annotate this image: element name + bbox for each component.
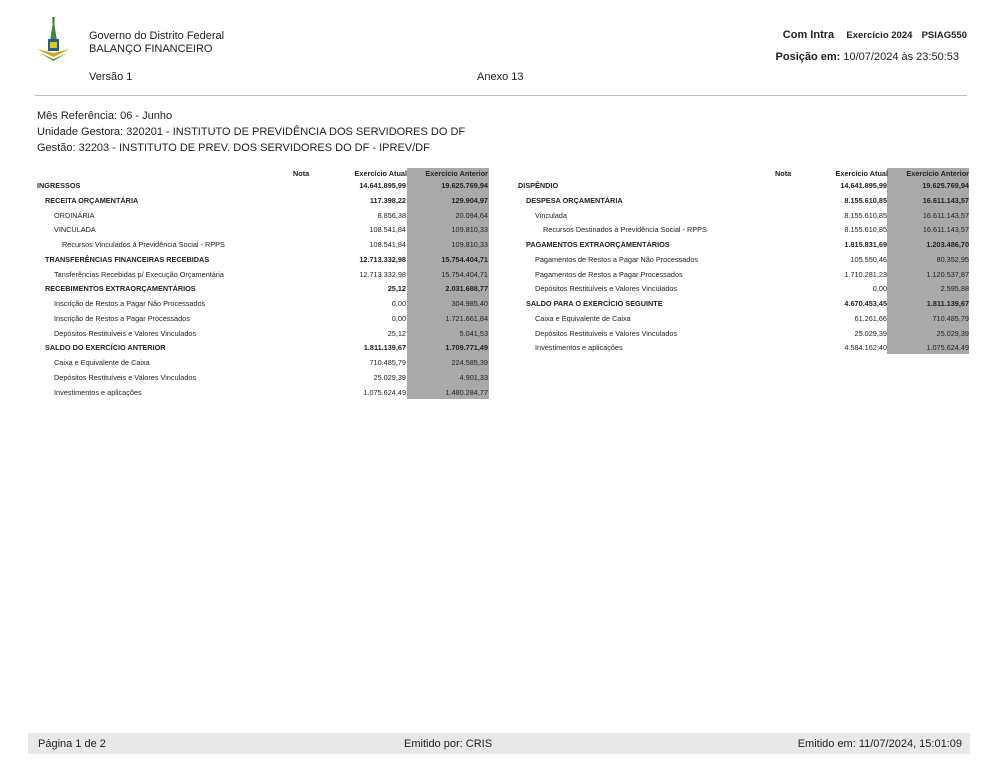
current-value: 117.398,22 (369, 195, 406, 205)
previous-value: 15.754.404,71 (441, 269, 488, 279)
annex-label: Anexo 13 (477, 71, 524, 83)
row-label: ORDINÁRIA (54, 210, 95, 220)
table-row (37, 179, 489, 194)
exercise-label: Exercício 2024 (846, 30, 913, 41)
previous-value: 16.611.143,57 (922, 225, 969, 235)
management-unit: Unidade Gestora: 320201 - INSTITUTO DE PREVIDÊNCIA DOS SERVIDORES DO DF (37, 126, 466, 138)
issued-at: Emitido em: 11/07/2024, 15:01:09 (797, 738, 962, 750)
previous-value: 15.754.404,71 (441, 254, 488, 264)
row-label: SALDO PARA O EXERCÍCIO SEGUINTE (526, 299, 663, 308)
table-row (518, 194, 970, 209)
page-footer (28, 733, 970, 754)
report-code: PSIAG550 (921, 30, 967, 41)
row-label: Vinculada (535, 210, 567, 220)
table-row (518, 297, 970, 312)
current-value: 0,00 (872, 284, 887, 294)
previous-value: 1.721.661,84 (445, 313, 488, 323)
previous-value: 1.120.537,87 (926, 269, 969, 279)
row-label: PAGAMENTOS EXTRAORÇAMENTÁRIOS (526, 240, 670, 249)
table-row (518, 253, 970, 268)
table-row (37, 371, 489, 386)
dispendios-header-row (518, 168, 970, 179)
row-label: TRANSFERÊNCIAS FINANCEIRAS RECEBIDAS (45, 254, 210, 264)
current-value: 8.155.610,85 (844, 210, 887, 220)
previous-value: 129.904,97 (451, 195, 488, 205)
table-row (518, 238, 970, 253)
current-value: 25.029,39 (373, 372, 406, 382)
previous-value: 5.041,53 (459, 328, 488, 338)
row-label: VINCULADA (54, 225, 96, 235)
previous-value: 710.485,79 (932, 313, 969, 323)
table-row (37, 268, 489, 283)
previous-value: 1.480.284,77 (445, 387, 488, 397)
table-row (518, 327, 970, 342)
row-label: Recursos Vinculados à Previdência Social - RPPS (62, 240, 225, 249)
table-row (518, 223, 970, 238)
header-meta (783, 29, 967, 41)
previous-value: 1.075.624,49 (926, 343, 969, 353)
current-value: 4.584.162,40 (844, 343, 887, 353)
current-value: 25,12 (387, 284, 406, 294)
row-label: DESPESA ORÇAMENTÁRIA (526, 195, 623, 205)
table-row (37, 223, 489, 238)
issued-by: Emitido por: CRIS (404, 738, 493, 750)
table-row (37, 386, 489, 401)
dispendios-rows (518, 179, 970, 356)
previous-value: 16.611.143,57 (922, 195, 969, 205)
previous-value: 4.901,33 (459, 372, 488, 382)
ingressos-rows (37, 179, 489, 400)
table-row (37, 238, 489, 253)
table-row (37, 282, 489, 297)
row-label: INGRESSOS (37, 181, 81, 190)
current-value: 12.713.332,98 (359, 269, 406, 279)
current-header: Exercício Atual (835, 169, 888, 178)
position-value: 10/07/2024 às 23:50:53 (843, 51, 959, 63)
current-value: 0,00 (391, 299, 406, 308)
previous-value: 224.585,39 (451, 358, 488, 367)
header-divider (35, 95, 967, 96)
current-value: 61.261,66 (854, 313, 887, 323)
position-line (776, 51, 959, 63)
table-row (518, 282, 970, 297)
row-label: Depósitos Restituíveis e Valores Vinculados (54, 328, 197, 338)
previous-header: Exercício Anterior (425, 169, 488, 178)
gdf-logo-icon (35, 17, 73, 63)
current-value: 108.541,84 (369, 225, 406, 235)
row-label: RECEITA ORÇAMENTÁRIA (45, 195, 139, 205)
current-value: 105.550,46 (850, 254, 887, 264)
row-label: Pagamentos de Restos a Pagar Processados (535, 269, 683, 279)
row-label: Depósitos Restituíveis e Valores Vinculados (535, 284, 678, 294)
current-value: 108.541,84 (369, 240, 406, 249)
row-label: Investimentos e aplicações (54, 387, 142, 397)
nota-header: Nota (775, 169, 792, 178)
ingressos-header-row (37, 168, 489, 179)
previous-value: 304.985,40 (451, 299, 488, 308)
table-row (518, 312, 970, 327)
row-label: Caixa e Equivalente de Caixa (535, 313, 631, 323)
previous-value: 1.811.139,67 (926, 299, 969, 308)
table-row (37, 253, 489, 268)
current-value: 0,00 (391, 313, 406, 323)
row-label: Caixa e Equivalente de Caixa (54, 358, 150, 367)
previous-value: 16.611.143,57 (922, 210, 969, 220)
row-label: Recursos Destinados à Previdência Social - RPPS (543, 225, 707, 235)
table-row (37, 312, 489, 327)
current-value: 25,12 (387, 328, 406, 338)
row-label: Depósitos Restituíveis e Valores Vinculados (54, 372, 197, 382)
current-value: 8.155.610,85 (844, 195, 887, 205)
dispendios-table (518, 168, 970, 356)
table-row (518, 341, 970, 356)
reference-month: Mês Referência: 06 - Junho (37, 110, 173, 122)
management-code: Gestão: 32203 - INSTITUTO DE PREV. DOS SERVIDORES DO DF - IPREV/DF (37, 142, 430, 154)
row-label: Inscrição de Restos a Pagar Não Processados (54, 299, 206, 308)
report-title: BALANÇO FINANCEIRO (89, 43, 213, 55)
table-row (518, 209, 970, 224)
current-value: 710.485,79 (369, 358, 406, 367)
previous-value: 2.031.688,77 (445, 284, 488, 294)
version-label: Versão 1 (89, 71, 133, 83)
previous-value: 2.595,88 (940, 284, 969, 294)
current-value: 1.075.624,49 (363, 387, 406, 397)
previous-value: 19.625.769,94 (441, 181, 488, 190)
current-value: 1.811.139,67 (363, 343, 406, 353)
row-label: Investimentos e aplicações (535, 343, 623, 353)
row-label: Depósitos Restituíveis e Valores Vinculados (535, 328, 678, 338)
table-row (37, 297, 489, 312)
row-label: SALDO DO EXERCÍCIO ANTERIOR (45, 343, 166, 353)
current-value: 8.155.610,85 (844, 225, 887, 235)
org-name: Governo do Distrito Federal (89, 30, 225, 42)
current-value: 25.029,39 (854, 328, 887, 338)
row-label: RECEBIMENTOS EXTRAORÇAMENTÁRIOS (45, 284, 196, 294)
row-label: Tansferências Recebidas p/ Execução Orçamentária (54, 269, 224, 279)
table-row (37, 327, 489, 342)
current-value: 12.713.332,98 (359, 254, 406, 264)
previous-value: 109.810,33 (451, 225, 488, 235)
previous-value: 109.810,33 (451, 240, 488, 249)
system-name: Com Intra (782, 29, 835, 41)
current-value: 4.670.453,45 (844, 299, 887, 308)
table-row (37, 209, 489, 224)
previous-header: Exercício Anterior (906, 169, 969, 178)
previous-value: 80.352,95 (936, 254, 969, 264)
table-row (518, 179, 970, 194)
nota-header: Nota (293, 169, 310, 178)
table-row (37, 341, 489, 356)
table-row (518, 268, 970, 283)
current-header: Exercício Atual (354, 169, 407, 178)
previous-value: 20.094,64 (455, 210, 488, 220)
row-label: Inscrição de Restos a Pagar Processados (54, 313, 190, 323)
previous-value: 25.029,39 (936, 328, 969, 338)
current-value: 1.710.281,23 (844, 269, 887, 279)
ingressos-table (37, 168, 489, 400)
row-label: DISPÊNDIO (518, 181, 559, 190)
page-number: Página 1 de 2 (38, 738, 106, 750)
current-value: 14.641.895,99 (359, 181, 406, 190)
current-value: 1.815.831,69 (844, 240, 887, 249)
table-row (37, 356, 489, 371)
current-value: 14.641.895,99 (840, 181, 887, 190)
current-value: 8.856,38 (377, 210, 406, 220)
table-row (37, 194, 489, 209)
position-label: Posição em: (775, 51, 841, 63)
previous-value: 1.203.486,70 (926, 240, 969, 249)
previous-value: 19.625.769,94 (922, 181, 969, 190)
row-label: Pagamentos de Restos a Pagar Não Processados (535, 254, 699, 264)
previous-value: 1.709.771,49 (445, 343, 488, 353)
